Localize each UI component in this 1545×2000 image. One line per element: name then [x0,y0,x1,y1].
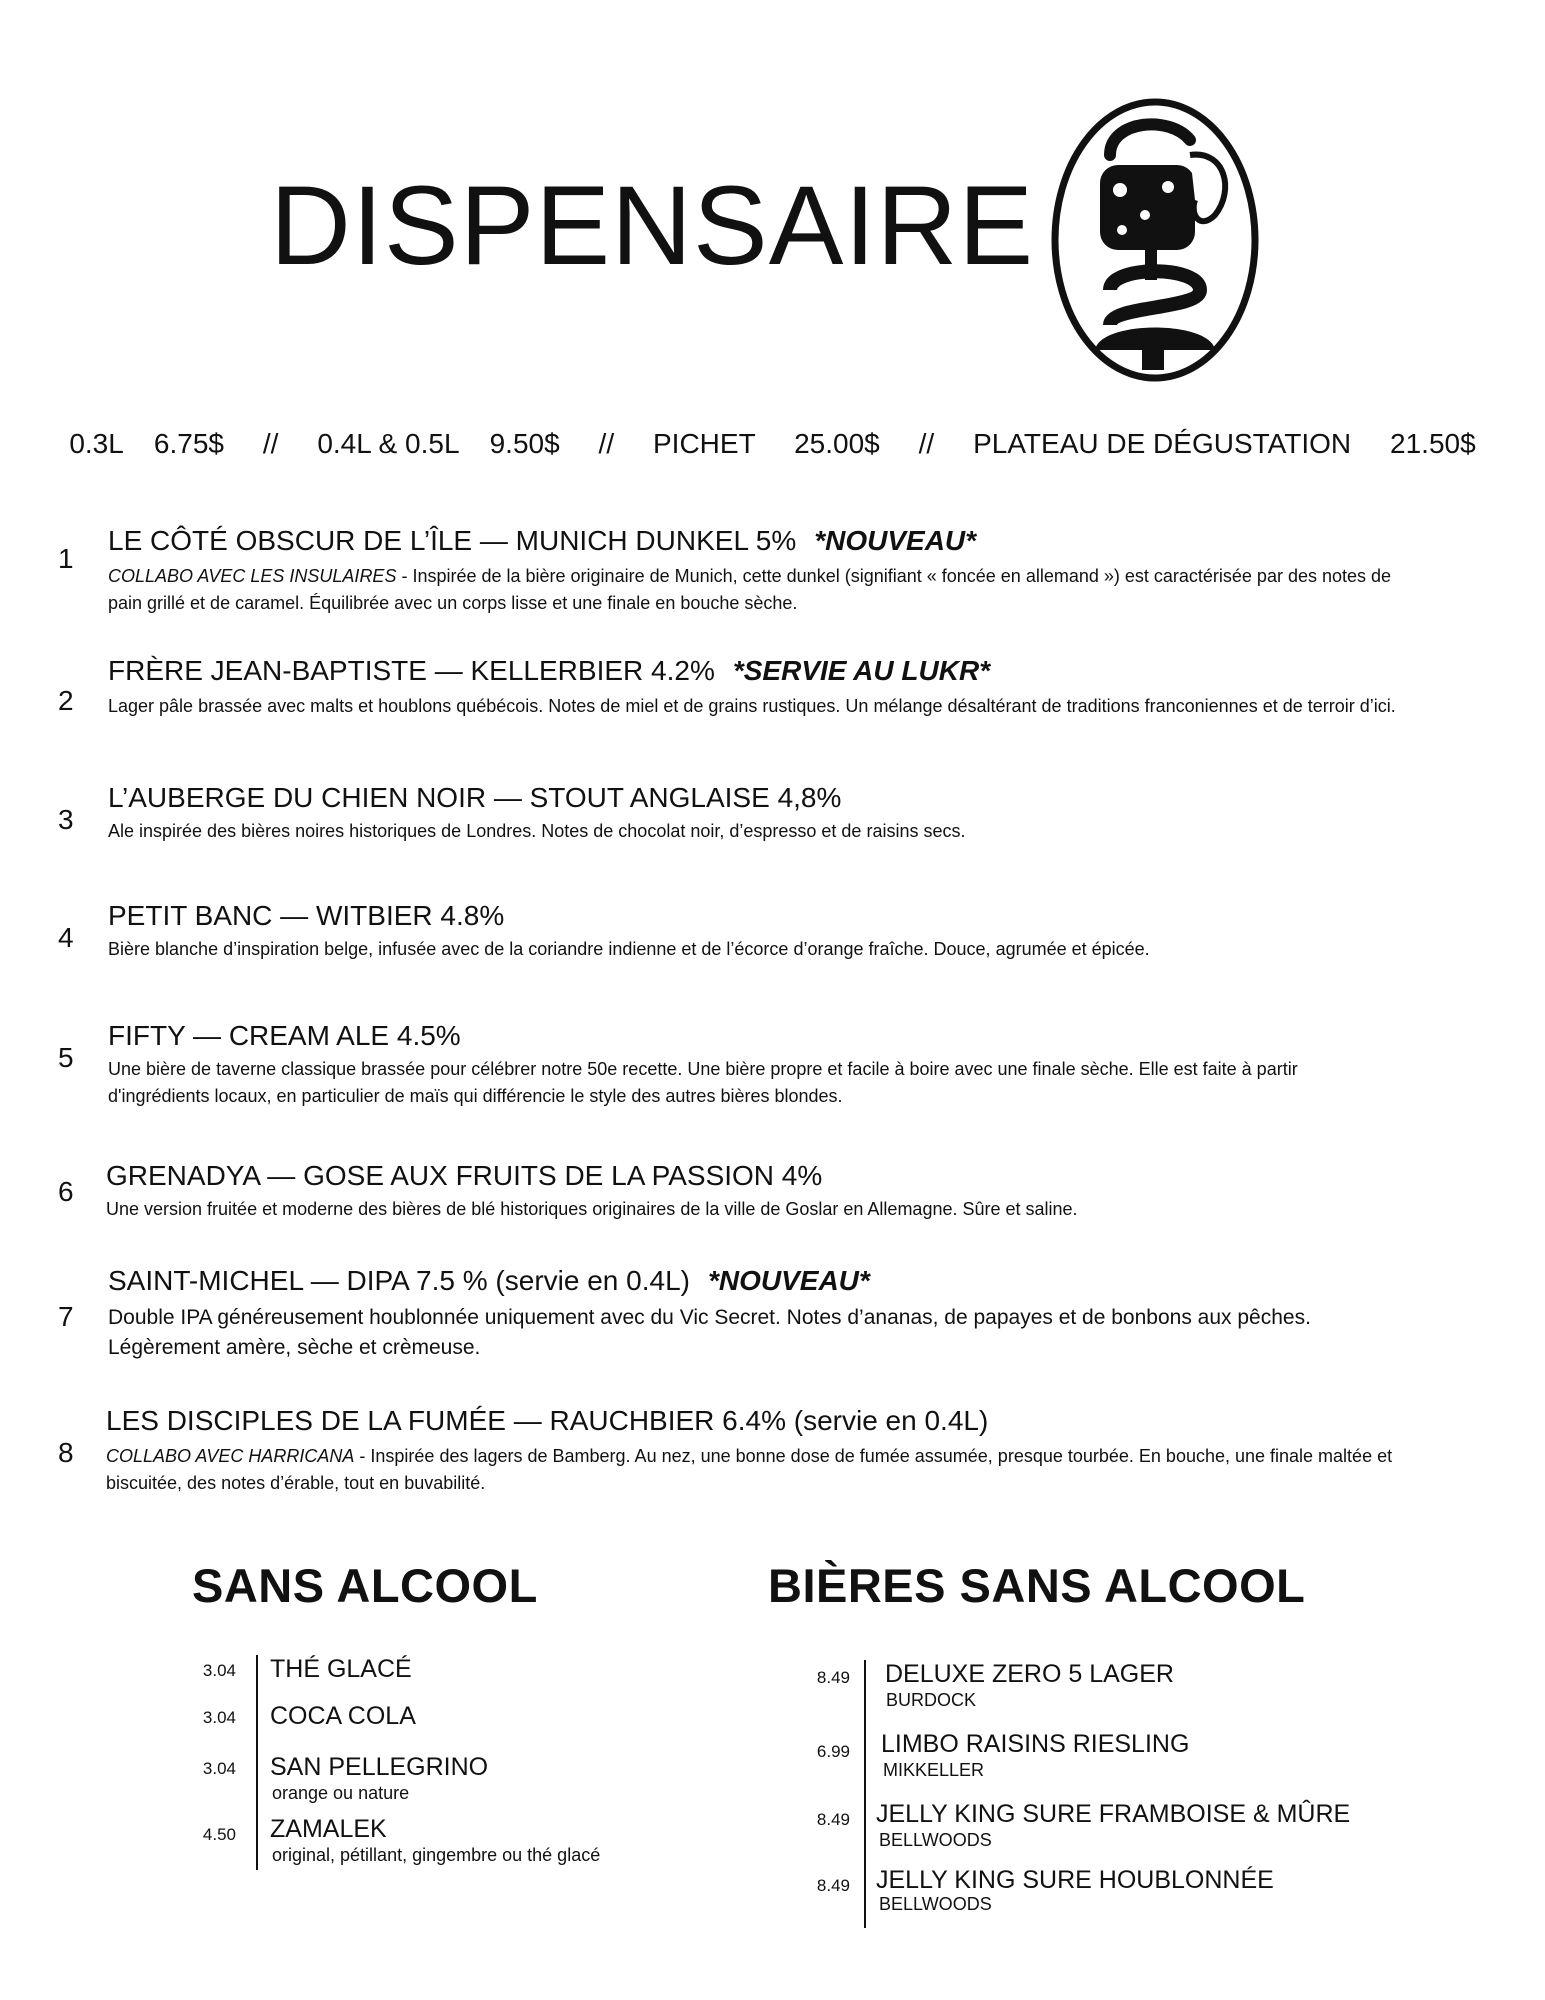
beer-description [108,1056,1398,1110]
beer-title [106,1160,822,1192]
beer-name: SAINT-MICHEL — DIPA 7.5 % (servie en 0.4L) [108,1265,690,1296]
item-price: 3.04 [202,1708,236,1727]
beer-description-text: Double IPA généreusement houblonnée uniquement avec du Vic Secret. Notes d’ananas, de papayes et de bonbons aux pêches. Légèrement amère, sèche et crèmeuse. [108,1306,1311,1359]
item-subtitle: orange ou nature [272,1783,410,1803]
beer-title [106,1405,988,1437]
list-divider [256,1655,258,1870]
item-subtitle: BURDOCK [886,1690,977,1710]
beer-description-text: Bière blanche d’inspiration belge, infusée avec de la coriandre indienne et de l’écorce d’orange fraîche. Douce, agrumée et épicée. [108,939,1150,959]
item-subtitle: original, pétillant, gingembre ou thé glacé [272,1845,601,1865]
item-price: 3.04 [202,1759,236,1778]
beer-number: 4 [58,922,74,953]
collab-label: COLLABO AVEC HARRICANA [106,1446,355,1466]
section-title-bieres-sans-alcool: BIÈRES SANS ALCOOL [768,1559,1306,1612]
beer-description-text: - Inspirée de la bière originaire de Munich, cette dunkel (signifiant « foncée en allemand ») est caractérisée par des notes de pain grillé et de caramel. Équilibrée avec un corps lisse et une finale en bouche sèche. [108,566,1392,613]
beer-name: FRÈRE JEAN-BAPTISTE — KELLERBIER 4.2% [108,655,715,686]
beer-title [108,900,504,932]
beer-description [108,818,1398,845]
beer-number: 6 [58,1176,74,1207]
beer-description [108,1303,1398,1363]
beer-number: 5 [58,1042,74,1073]
beer-number: 1 [58,543,74,574]
beer-description [108,563,1398,617]
item-name: THÉ GLACÉ [270,1655,412,1683]
beer-description-text: Une bière de taverne classique brassée pour célébrer notre 50e recette. Une bière propre et facile à boire avec une finale sèche. Elle est faite à partir d'ingrédients locaux, en particulier de maïs qui différencie le style des autres bières blondes. [108,1059,1298,1106]
item-price: 6.99 [816,1742,850,1761]
beer-name: L’AUBERGE DU CHIEN NOIR — STOUT ANGLAISE 4,8% [108,782,842,813]
item-name: COCA COLA [270,1702,416,1730]
beer-description [106,1443,1396,1497]
item-subtitle: MIKKELLER [883,1760,985,1780]
beer-tag: *SERVIE AU LUKR* [732,655,991,686]
list-divider [864,1660,866,1928]
beer-number: 8 [58,1437,74,1468]
beer-description-text: Une version fruitée et moderne des bières de blé historiques originaires de la ville de Goslar en Allemagne. Sûre et saline. [106,1199,1078,1219]
price-list: 0.3L 6.75$ // 0.4L & 0.5L 9.50$ // PICHET 25.00$ // PLATEAU DE DÉGUSTATION 21.50$ [69,428,1476,459]
beer-name: GRENADYA — GOSE AUX FRUITS DE LA PASSION 4% [106,1160,823,1191]
beer-description-text: Ale inspirée des bières noires historiques de Londres. Notes de chocolat noir, d’espresso et de raisins secs. [108,821,966,841]
beer-name: PETIT BANC — WITBIER 4.8% [108,900,505,931]
beer-title [108,1020,461,1052]
item-name: JELLY KING SURE FRAMBOISE & MÛRE [876,1800,1351,1828]
beer-title [108,1265,870,1297]
beer-name: LES DISCIPLES DE LA FUMÉE — RAUCHBIER 6.4% (servie en 0.4L) [106,1405,989,1436]
item-name: ZAMALEK [270,1815,387,1843]
page-title: DISPENSAIRE [270,163,1035,288]
beer-name: LE CÔTÉ OBSCUR DE L’ÎLE — MUNICH DUNKEL 5% [108,525,797,556]
item-name: SAN PELLEGRINO [270,1753,489,1781]
collab-label: COLLABO AVEC LES INSULAIRES [108,566,397,586]
item-name: DELUXE ZERO 5 LAGER [885,1660,1174,1688]
beer-description-text: Lager pâle brassée avec malts et houblons québécois. Notes de miel et de grains rustiques. Un mélange désaltérant de traditions franconiennes et de terroir d’ici. [108,696,1396,716]
item-price: 4.50 [202,1825,236,1844]
beer-name: FIFTY — CREAM ALE 4.5% [108,1020,461,1051]
beer-title [108,655,990,687]
beer-title [108,782,841,814]
section-title-sans-alcool: SANS ALCOOL [192,1559,538,1612]
item-price: 8.49 [816,1810,850,1829]
item-name: JELLY KING SURE HOUBLONNÉE [876,1866,1274,1894]
beer-description [106,1196,1396,1223]
beer-tag: *NOUVEAU* [814,525,977,556]
item-price: 8.49 [816,1668,850,1687]
beer-tag: *NOUVEAU* [707,1265,870,1296]
beer-description-text: - Inspirée des lagers de Bamberg. Au nez, une bonne dose de fumée assumée, presque tourbée. En bouche, une finale maltée et biscuitée, des notes d’érable, tout en buvabilité. [106,1446,1393,1493]
item-subtitle: BELLWOODS [879,1894,992,1914]
beer-title [108,525,976,557]
brewery-logo [1050,95,1260,385]
beer-description [108,693,1398,720]
beer-number: 3 [58,804,74,835]
item-subtitle: BELLWOODS [879,1830,992,1850]
beer-description [108,936,1398,963]
item-price: 8.49 [816,1876,850,1895]
item-name: LIMBO RAISINS RIESLING [881,1730,1190,1758]
beer-number: 2 [58,685,74,716]
item-price: 3.04 [202,1661,236,1680]
beer-number: 7 [58,1301,74,1332]
